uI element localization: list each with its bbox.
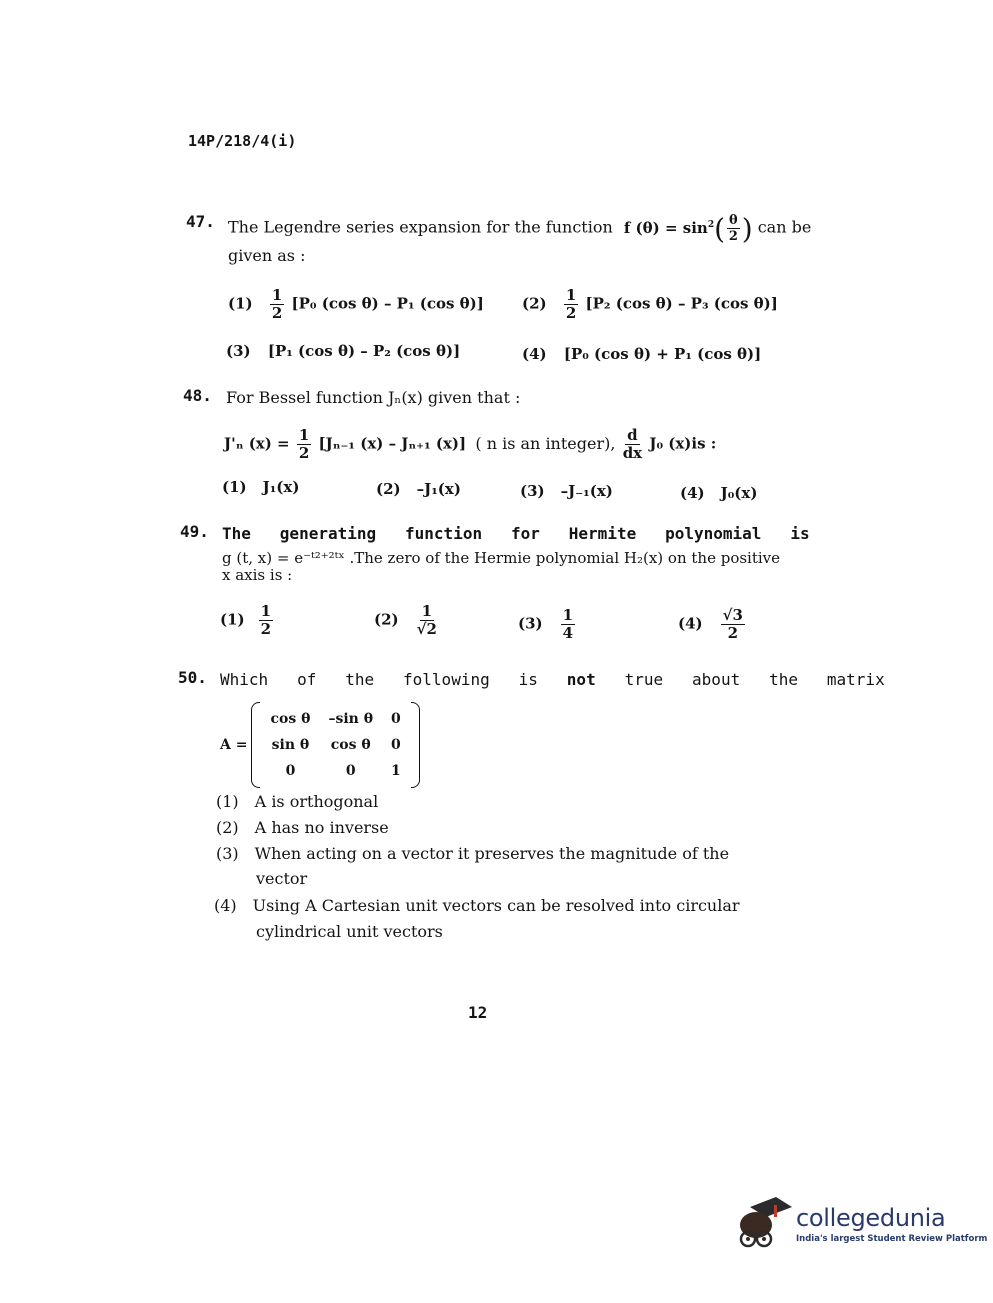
q48-number: 48. bbox=[183, 386, 212, 405]
q50-matrix-block bbox=[220, 702, 420, 788]
q48-opt3: –J₋₁(x) bbox=[560, 482, 613, 500]
option-label: (3) bbox=[520, 482, 545, 500]
option-label: (3) bbox=[226, 342, 251, 360]
q47-opt2-num: 1 bbox=[565, 286, 577, 304]
q48-d-frac bbox=[623, 428, 642, 461]
q50-text bbox=[220, 670, 885, 689]
matrix-cell: sin θ bbox=[271, 737, 310, 753]
q47-text-c: given as : bbox=[228, 246, 306, 265]
q49-opt2-num: 1 bbox=[421, 602, 432, 620]
matrix-cell: cos θ bbox=[330, 737, 371, 753]
q49-line1: The generating function for Hermite polynomial is bbox=[222, 524, 810, 543]
q48-eq-cond: ( n is an integer), bbox=[475, 433, 616, 453]
q47-opt3-expr: [P₁ (cos θ) – P₂ (cos θ)] bbox=[267, 342, 461, 360]
q49-opt4-num: √3 bbox=[722, 606, 743, 624]
q49-opt2-den: √2 bbox=[416, 620, 437, 638]
q48-opt1: J₁(x) bbox=[262, 478, 300, 496]
option-label: (1) bbox=[228, 294, 253, 313]
q48-eq-frac bbox=[297, 428, 311, 461]
q49-opt1-frac bbox=[259, 604, 273, 637]
q50-option-2 bbox=[216, 818, 389, 837]
q47-opt1-expr: [P₀ (cos θ) – P₁ (cos θ)] bbox=[291, 294, 484, 313]
option-label: (4) bbox=[680, 484, 705, 502]
mascot-icon bbox=[736, 1195, 792, 1253]
q47-text bbox=[228, 212, 811, 245]
option-label: (4) bbox=[678, 614, 703, 633]
q47-func-frac bbox=[727, 214, 740, 243]
q47-opt2-den: 2 bbox=[565, 304, 577, 322]
q48-option-4 bbox=[680, 484, 757, 502]
q47-opt4-expr: [P₀ (cos θ) + P₁ (cos θ)] bbox=[563, 345, 762, 363]
matrix-cell: 0 bbox=[391, 737, 401, 753]
matrix-cell: 0 bbox=[345, 763, 356, 779]
q50-opt1: A is orthogonal bbox=[254, 792, 379, 811]
q49-opt4-frac bbox=[721, 608, 745, 641]
matrix-cell: cos θ bbox=[270, 711, 311, 727]
q49-opt1-num: 1 bbox=[260, 602, 272, 620]
logo-tagline: India's largest Student Review Platform bbox=[796, 1234, 988, 1244]
q47-func-sup: 2 bbox=[707, 219, 715, 230]
paper-code: 14P/218/4(i) bbox=[188, 132, 297, 150]
matrix-cell: –sin θ bbox=[328, 711, 374, 727]
matrix-cell: 1 bbox=[391, 763, 401, 779]
q47-option-4 bbox=[522, 345, 761, 363]
q48-opt2: –J₁(x) bbox=[416, 480, 461, 498]
q47-func bbox=[623, 212, 753, 245]
collegedunia-logo bbox=[736, 1195, 987, 1253]
q47-paren-open: ( bbox=[714, 212, 726, 245]
q49-opt2-frac bbox=[417, 604, 437, 637]
q47-opt2-frac bbox=[564, 288, 578, 321]
q49-opt4-den: 2 bbox=[727, 624, 738, 642]
q48-d-den: dx bbox=[622, 444, 643, 462]
q47-option-2 bbox=[522, 288, 778, 321]
q47-option-1 bbox=[228, 288, 484, 321]
q47-func-den: 2 bbox=[728, 229, 738, 244]
q49-opt1-den: 2 bbox=[260, 620, 272, 638]
option-label: (2) bbox=[216, 818, 239, 837]
option-label: (1) bbox=[216, 792, 239, 811]
q49-option-2 bbox=[374, 604, 439, 637]
q50-matrix-label: A = bbox=[220, 737, 248, 753]
q48-equation bbox=[224, 428, 716, 461]
q47-paren-close: ) bbox=[741, 212, 753, 245]
q50-text-a: Which of the following is bbox=[220, 670, 538, 689]
option-label: (2) bbox=[374, 610, 399, 629]
matrix-row bbox=[261, 706, 409, 732]
option-label: (3) bbox=[216, 844, 239, 863]
page-number: 12 bbox=[468, 1003, 488, 1022]
q47-opt1-num: 1 bbox=[271, 286, 283, 304]
q48-eq-tail: J₀ (x)is : bbox=[649, 434, 717, 453]
matrix-row bbox=[261, 758, 409, 784]
q50-number: 50. bbox=[178, 668, 207, 687]
q50-text-b: true about the matrix bbox=[624, 670, 885, 689]
q50-matrix bbox=[251, 702, 419, 788]
q48-option-2 bbox=[376, 480, 461, 498]
q49-opt3-num: 1 bbox=[562, 606, 574, 624]
q47-opt1-frac bbox=[270, 288, 284, 321]
option-label: (4) bbox=[214, 896, 237, 915]
q50-option-3 bbox=[216, 844, 729, 863]
matrix-row bbox=[261, 732, 409, 758]
matrix-cell: 0 bbox=[391, 711, 401, 727]
q49-opt3-den: 4 bbox=[562, 624, 574, 642]
q49-number: 49. bbox=[180, 522, 209, 541]
matrix-cell: 0 bbox=[285, 763, 296, 779]
q48-option-1 bbox=[222, 478, 299, 496]
q48-eq-den: 2 bbox=[298, 444, 310, 462]
q48-eq-lhs: J'ₙ (x) = bbox=[224, 434, 290, 453]
q49-line3: x axis is : bbox=[222, 566, 293, 584]
option-label: (4) bbox=[522, 345, 547, 363]
q48-text: For Bessel function Jₙ(x) given that : bbox=[226, 388, 521, 407]
q48-eq-expr: [Jₙ₋₁ (x) – Jₙ₊₁ (x)] bbox=[318, 434, 467, 453]
q47-number: 47. bbox=[186, 212, 215, 231]
q50-opt2: A has no inverse bbox=[254, 818, 389, 837]
logo-text-block bbox=[796, 1204, 987, 1244]
q48-option-3 bbox=[520, 482, 613, 500]
q49-line2: g (t, x) = e⁻ᵗ²⁺²ᵗˣ .The zero of the Hermie polynomial H₂(x) on the positive bbox=[222, 549, 781, 567]
q50-opt4-b: cylindrical unit vectors bbox=[256, 922, 443, 941]
option-label: (1) bbox=[220, 610, 245, 629]
q47-option-3 bbox=[226, 342, 460, 360]
q50-opt3-b: vector bbox=[256, 869, 308, 888]
q48-d-num: d bbox=[627, 426, 638, 444]
q47-opt1-den: 2 bbox=[271, 304, 283, 322]
q50-opt3-a: When acting on a vector it preserves the magnitude of the bbox=[254, 844, 730, 863]
q49-opt3-frac bbox=[561, 608, 575, 641]
q48-eq-num: 1 bbox=[298, 426, 310, 444]
option-label: (2) bbox=[376, 480, 401, 498]
q47-func-lhs: f (θ) = sin bbox=[623, 218, 708, 237]
q47-text-a: The Legendre series expansion for the function bbox=[228, 217, 613, 237]
option-label: (3) bbox=[518, 614, 543, 633]
q47-func-num: θ bbox=[729, 213, 738, 228]
q50-option-4 bbox=[214, 896, 740, 915]
q50-text-not: not bbox=[566, 670, 596, 689]
option-label: (2) bbox=[522, 294, 547, 313]
q47-opt2-expr: [P₂ (cos θ) – P₃ (cos θ)] bbox=[585, 294, 778, 313]
q49-option-3 bbox=[518, 608, 577, 641]
q47-text-b: can be bbox=[757, 217, 812, 237]
q49-option-1 bbox=[220, 604, 275, 637]
q48-opt4: J₀(x) bbox=[720, 484, 758, 502]
logo-name: collegedunia bbox=[796, 1204, 946, 1232]
option-label: (1) bbox=[222, 478, 247, 496]
q50-opt4-a: Using A Cartesian unit vectors can be resolved into circular bbox=[252, 896, 740, 915]
q50-option-1 bbox=[216, 792, 378, 811]
q49-option-4 bbox=[678, 608, 747, 641]
